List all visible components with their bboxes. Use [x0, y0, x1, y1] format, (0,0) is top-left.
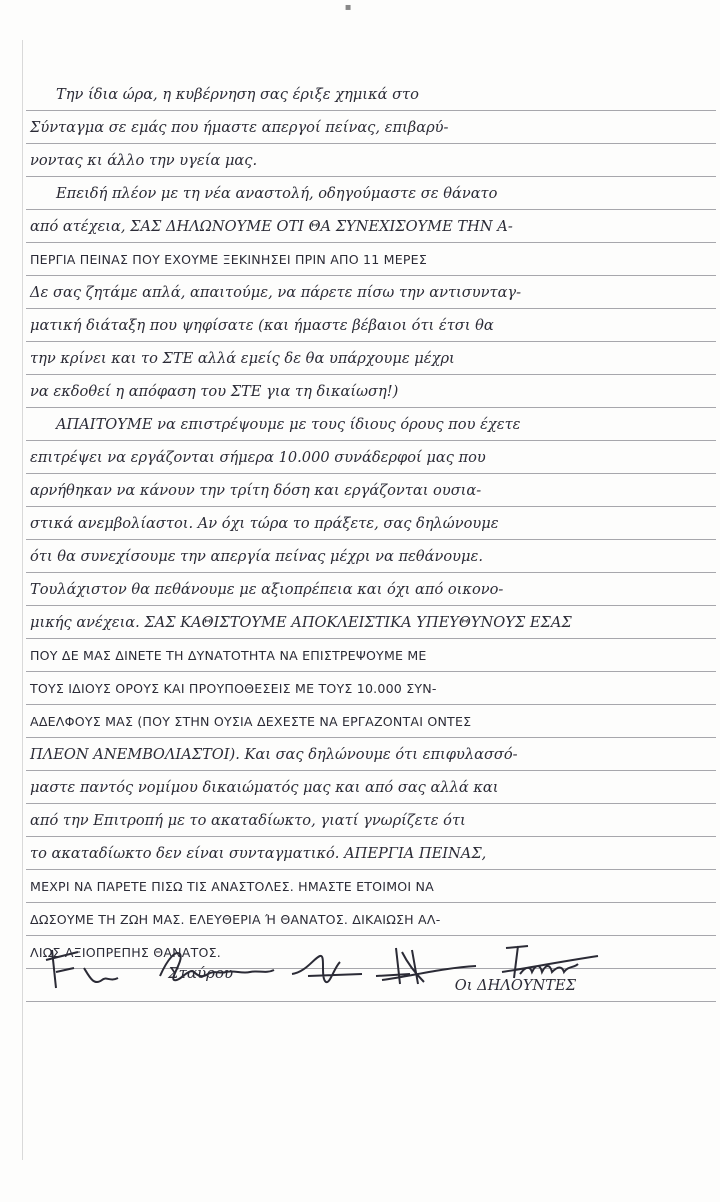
letter-line: ματική διάταξη που ψηφίσατε (και ήμαστε βέβαιοι ότι έτσι θα [26, 309, 716, 342]
letter-signoff: Οι ΔΗΛΟΥΝΤΕΣ [26, 969, 716, 1002]
letter-line: μικής ανέχεια. ΣΑΣ ΚΑΘΙΣΤΟΥΜΕ ΑΠΟΚΛΕΙΣΤΙΚΑ ΥΠΕΥΘΥΝΟΥΣ ΕΣΑΣ [26, 606, 716, 639]
signature-3 [288, 938, 368, 998]
letter-line: ΠΟΥ ΔΕ ΜΑΣ ΔΙΝΕΤΕ ΤΗ ΔΥΝΑΤΟΤΗΤΑ ΝΑ ΕΠΙΣΤΡΕΨΟΥΜΕ ΜΕ [26, 639, 716, 672]
letter-line: από την Επιτροπή με το ακαταδίωκτο, γιατί γνωρίζετε ότι [26, 804, 716, 837]
letter-line: ΔΩΣΟΥΜΕ ΤΗ ΖΩΗ ΜΑΣ. ΕΛΕΥΘΕΡΙΑ Ή ΘΑΝΑΤΟΣ. ΔΙΚΑΙΩΣΗ ΑΛ- [26, 903, 716, 936]
scan-mark: ▪ [344, 2, 352, 13]
signatures-row [26, 938, 716, 998]
page-edge-line [22, 40, 23, 1160]
letter-line: νοντας κι άλλο την υγεία μας. [26, 144, 716, 177]
letter-line: Την ίδια ώρα, η κυβέρνηση σας έριξε χημικά στο [26, 78, 716, 111]
letter-line: Δε σας ζητάμε απλά, απαιτούμε, να πάρετε πίσω την αντισυνταγ- [26, 276, 716, 309]
letter-line: ΠΛΕΟΝ ΑΝΕΜΒΟΛΙΑΣΤΟΙ). Και σας δηλώνουμε ότι επιφυλασσό- [26, 738, 716, 771]
letter-line: ΑΠΑΙΤΟΥΜΕ να επιστρέψουμε με τους ίδιους όρους που έχετε [26, 408, 716, 441]
signature-5 [488, 938, 608, 998]
signature-4 [372, 938, 482, 998]
signature-name: Σταύρου [168, 964, 234, 982]
letter-line: Επειδή πλέον με τη νέα αναστολή, οδηγούμαστε σε θάνατο [26, 177, 716, 210]
letter-line: από ατέχεια, ΣΑΣ ΔΗΛΩΝΟΥΜΕ ΟΤΙ ΘΑ ΣΥΝΕΧΙΣΟΥΜΕ ΤΗΝ Α- [26, 210, 716, 243]
letter-line: την κρίνει και το ΣΤΕ αλλά εμείς δε θα υπάρχουμε μέχρι [26, 342, 716, 375]
signature-2 [154, 938, 284, 998]
letter-line: Τουλάχιστον θα πεθάνουμε με αξιοπρέπεια και όχι από οικονο- [26, 573, 716, 606]
letter-line: στικά ανεμβολίαστοι. Αν όχι τώρα το πράξετε, σας δηλώνουμε [26, 507, 716, 540]
handwritten-letter [26, 78, 716, 1002]
letter-line: μαστε παντός νομίμου δικαιώματός μας και από σας αλλά και [26, 771, 716, 804]
letter-line: ΠΕΡΓΙΑ ΠΕΙΝΑΣ ΠΟΥ ΕΧΟΥΜΕ ΞΕΚΙΝΗΣΕΙ ΠΡΙΝ ΑΠΟ 11 ΜΕΡΕΣ [26, 243, 716, 276]
letter-line: ΑΔΕΛΦΟΥΣ ΜΑΣ (ΠΟΥ ΣΤΗΝ ΟΥΣΙΑ ΔΕΧΕΣΤΕ ΝΑ ΕΡΓΑΖΟΝΤΑΙ ΟΝΤΕΣ [26, 705, 716, 738]
letter-line: Σύνταγμα σε εμάς που ήμαστε απεργοί πείνας, επιβαρύ- [26, 111, 716, 144]
letter-line: το ακαταδίωκτο δεν είναι συνταγματικό. ΑΠΕΡΓΙΑ ΠΕΙΝΑΣ, [26, 837, 716, 870]
letter-line: να εκδοθεί η απόφαση του ΣΤΕ για τη δικαίωση!) [26, 375, 716, 408]
letter-line: ΤΟΥΣ ΙΔΙΟΥΣ ΟΡΟΥΣ ΚΑΙ ΠΡΟΥΠΟΘΕΣΕΙΣ ΜΕ ΤΟΥΣ 10.000 ΣΥΝ- [26, 672, 716, 705]
letter-line: επιτρέψει να εργάζονται σήμερα 10.000 συνάδερφοί μας που [26, 441, 716, 474]
signature-1 [44, 938, 134, 998]
letter-line: ΜΕΧΡΙ ΝΑ ΠΑΡΕΤΕ ΠΙΣΩ ΤΙΣ ΑΝΑΣΤΟΛΕΣ. ΗΜΑΣΤΕ ΕΤΟΙΜΟΙ ΝΑ [26, 870, 716, 903]
letter-line: ότι θα συνεχίσουμε την απεργία πείνας μέχρι να πεθάνουμε. [26, 540, 716, 573]
letter-line: αρνήθηκαν να κάνουν την τρίτη δόση και εργάζονται ουσια- [26, 474, 716, 507]
letter-line: ΛΙΩΣ ΑΞΙΟΠΡΕΠΗΣ ΘΑΝΑΤΟΣ. [26, 936, 716, 969]
